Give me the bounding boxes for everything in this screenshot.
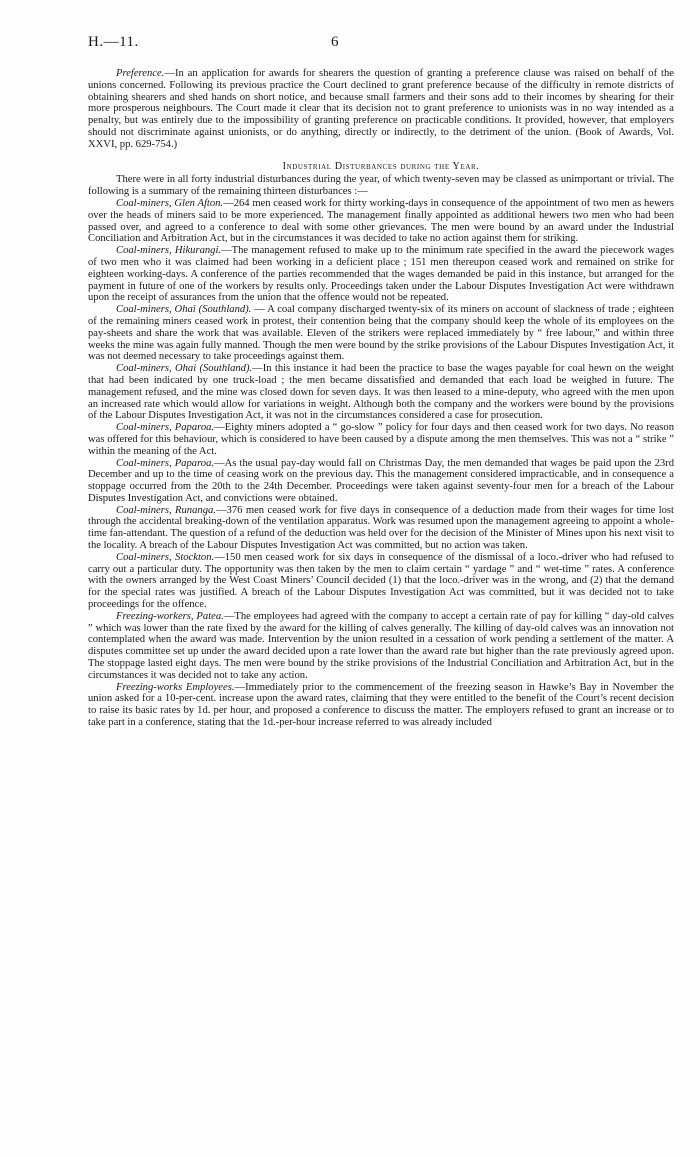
entry-text: —The employees had agreed with the company to accept a certain rate of pay for killing “ day-old calves ” which was lower than the rate fixed by the award for the killing of calves generally. The killing of day-old calves was an innovation not contemplated when the award was made. Intervention by the union resulted in a cessation of work pending a settlement of the matter. A disputes committee set up under the award decided upon a rate lower than the award rate but higher than the rate previously agreed upon. The stoppage lasted eight days. The men were bound by the strike provisions of the Industrial Conciliation and Arbitration Act, but in the circumstances it was decided not to take any action. [88, 610, 674, 681]
entry-lead: Coal-miners, Glen Afton. [116, 197, 224, 209]
disturbance-entry [88, 682, 674, 729]
disturbance-entry [88, 198, 674, 245]
disturbance-entry [88, 422, 674, 457]
entry-text: —As the usual pay-day would fall on Christmas Day, the men demanded that wages be paid upon the 23rd December and up to the time of ceasing work on the previous day. This the management considered impracticable, and in consequence a stoppage occurred from the 20th to the 24th December. Proceedings were taken against seventy-four men for a breach of the Labour Disputes Investigation Act, and convictions were obtained. [88, 457, 674, 504]
entry-text: —264 men ceased work for thirty working-days in consequence of the appointment of two men as hewers over the heads of miners said to be more experienced. The management finally appointed as additional hewers two men who had been passed over, and agreed to a conference to deal with some other grievances. The men were bound by an award under the Industrial Conciliation and Arbitration Act, but in the circumstances it was decided to take no action against them for striking. [88, 197, 674, 245]
entry-text: —150 men ceased work for six days in consequence of the dismissal of a loco.-driver who had refused to carry out a particular duty. The opportunity was then taken by the men to claim certain “ yardage ” and “ wet-time ” rates. A conference with the owners arranged by the West Coast Miners’ Council decided (1) that the loco.-driver was in the wrong, and (2) that the demand for the special rates was justified. A breach of the Labour Disputes Investigation Act was committed, but it was decided not to take proceedings for the offence. [88, 551, 674, 611]
entry-lead: Freezing-workers, Patea. [116, 610, 224, 622]
entry-lead: Coal-miners, Stockton. [116, 551, 215, 563]
disturbance-entry [88, 458, 674, 505]
entry-text: —376 men ceased work for five days in consequence of a deduction made from their wages for time lost through the accidental breaking-down of the ventilation apparatus. Work was resumed upon the management agreeing to appoint a whole-time fan-attendant. The question of a refund of the deduction was held over for the decision of the Minister of Mines upon his next visit to the locality. A breach of the Labour Disputes Investigation Act was committed, but no action was taken. [88, 504, 674, 552]
disturbance-entry [88, 505, 674, 552]
page-number: 6 [331, 34, 339, 50]
disturbance-entry [88, 552, 674, 611]
entry-lead: Coal-miners, Ohai (Southland). [116, 304, 252, 316]
page-header [88, 34, 674, 54]
entry-text: —Eighty miners adopted a “ go-slow ” policy for four days and then ceased work for two days. No reason was offered for this behaviour, which is considered to have been caused by a dispute among the men themselves. This was not a “ strike ” within the meaning of the Act. [88, 422, 674, 457]
disturbance-entry [88, 611, 674, 682]
entry-text: —In this instance it had been the practice to base the wages payable for coal hewn on the weight that had been indicated by one truck-load ; the men became dissatisfied and demanded that each load be weighed in future. The management refused, and the mine was closed down for seven days. It was then leased to a mine-deputy, who agreed with the men upon an increased rate which would allow for variations in weight. Although both the company and the workers were bound by the provisions of the Labour Disputes Investigation Act, it was not in the circumstances considered a case for prosecution. [88, 363, 674, 422]
document-id: H.—11. [88, 34, 139, 50]
entry-lead: Coal-miners, Paparoa. [116, 422, 215, 434]
section-heading: Industrial Disturbances during the Year. [282, 160, 480, 172]
preference-paragraph [88, 68, 674, 151]
disturbance-entry [88, 304, 674, 363]
disturbance-entry [88, 245, 674, 304]
document-body [88, 68, 674, 729]
disturbance-entry [88, 363, 674, 422]
section-intro: There were in all forty industrial disturbances during the year, of which twenty-seven may be classed as unimportant or trivial. The following is a summary of the remaining thirteen disturbances :— [88, 174, 674, 198]
entry-lead: Freezing-works Employees. [116, 681, 235, 693]
paragraph-text: —In an application for awards for shearers the question of granting a preference clause was raised on behalf of the unions concerned. Following its previous practice the Court declined to grant preference because of the difficulty in remote districts of obtaining shearers and shed hands on short notice, and because small farmers and their sons add to their incomes by shearing for their more prosperous neighbours. The Court made it clear that its decision not to grant preference to unionists was in no way intended as a penalty, but was entirely due to the impossibility of granting preference on practicable conditions. It provided, however, that employers should not discriminate against unionists, or do anything, directly or indirectly, to the detriment of the union. (Book of Awards, Vol. XXVI, pp. 629-754.) [88, 68, 674, 150]
entry-lead: Coal-miners, Paparoa. [116, 457, 215, 469]
entry-text: — A coal company discharged twenty-six of its miners on account of slackness of trade ; eighteen of the remaining miners ceased work in protest, their contention being that the company should keep the whole of its employees on the pay-sheets and share the work that was available. Eleven of the strikers were replaced immediately by “ free labour,” and within three weeks the mine was again fully manned. Though the men were bound by the strike provisions of the Labour Disputes Investigation Act, it was not deemed necessary to take proceedings against them. [88, 304, 674, 363]
entry-lead: Coal-miners, Runanga. [116, 504, 216, 516]
entry-lead: Coal-miners, Hikurangi. [116, 245, 222, 257]
entry-text: —The management refused to make up to the minimum rate specified in the award the piecework wages of two men who it was claimed had been working in a deficient place ; 151 men thereupon ceased work and remained on strike for eighteen working-days. A conference of the parties recommended that the wages demanded be paid in this instance, but arranged for the payment in future of one of the workers by results only. Proceedings taken under the Labour Disputes Investigation Act were withdrawn upon the receipt of assurances from the union that the offence would not be repeated. [88, 245, 675, 304]
entry-text: —Immediately prior to the commencement of the freezing season in Hawke’s Bay in November the union asked for a 10-per-cent. increase upon the award rates, claiming that they were entitled to the benefit of the Court’s recent decision to raise its basic rates by 1d. per hour, and proposed a conference to discuss the matter. The employers refused to grant an increase or to take part in a conference, stating that the 1d.-per-hour increase referred to was already included [88, 681, 674, 729]
entry-lead: Coal-miners, Ohai (Southland). [116, 363, 253, 375]
paragraph-lead: Preference. [116, 68, 165, 79]
